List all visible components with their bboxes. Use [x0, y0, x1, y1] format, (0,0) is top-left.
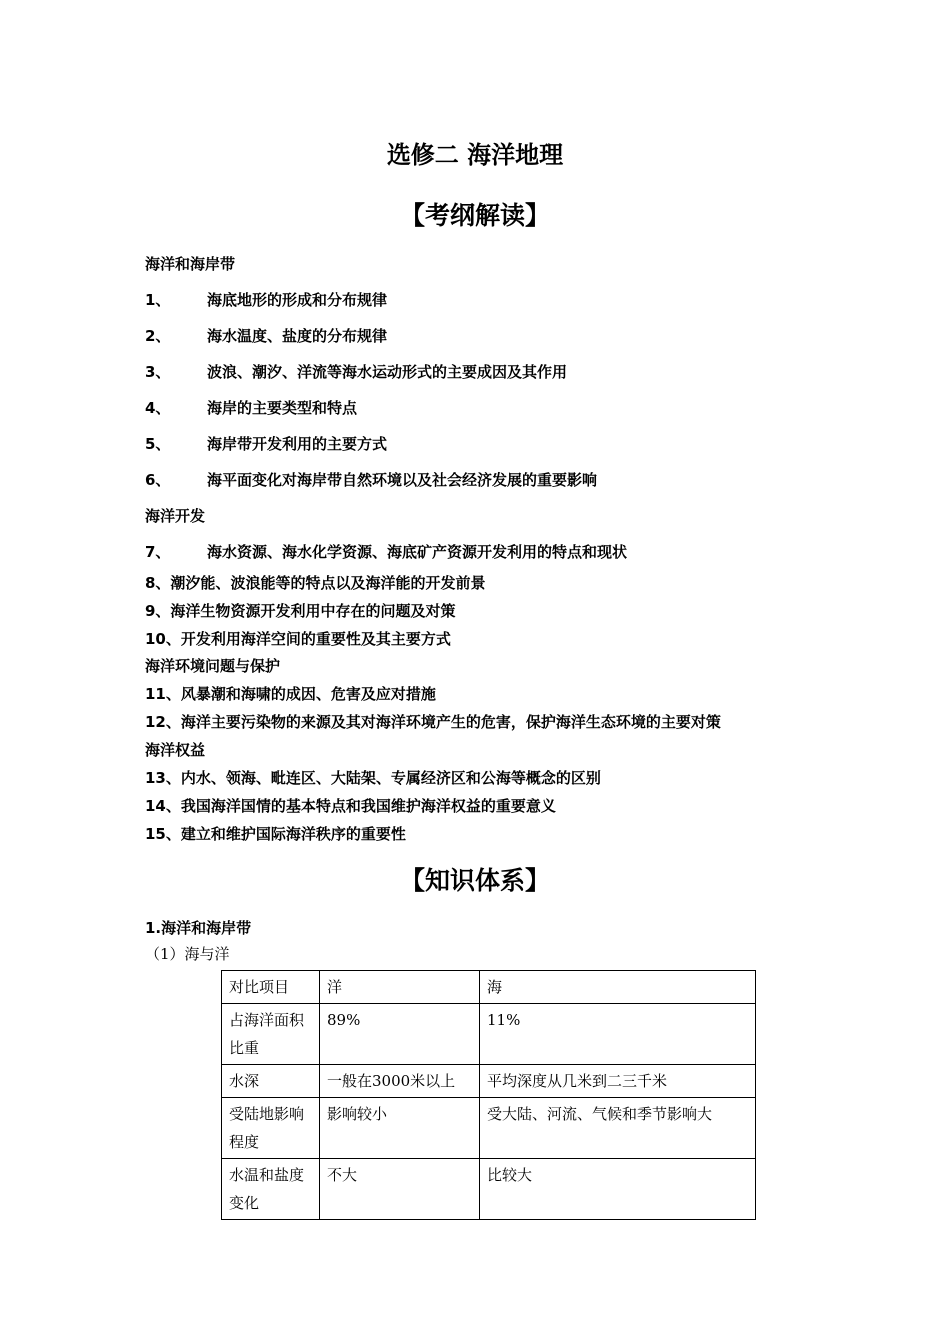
item-text: 波浪、潮汐、洋流等海水运动形式的主要成因及其作用	[207, 363, 568, 381]
table-cell: 11%	[480, 1004, 756, 1065]
table-cell: 受大陆、河流、气候和季节影响大	[480, 1098, 756, 1159]
table-header-cell: 对比项目	[222, 971, 320, 1004]
document-title: 选修二 海洋地理	[386, 141, 564, 169]
list-item: 11、风暴潮和海啸的成因、危害及应对措施	[145, 685, 436, 703]
item-text: 海岸的主要类型和特点	[207, 399, 358, 417]
item-text: 海底地形的形成和分布规律	[207, 291, 388, 309]
list-item	[145, 325, 387, 346]
list-item	[145, 289, 387, 310]
item-text: 海岸带开发利用的主要方式	[207, 435, 388, 453]
table-cell: 比较大	[480, 1159, 756, 1220]
table-row	[222, 1159, 756, 1220]
list-item	[145, 541, 627, 562]
table-row	[222, 1065, 756, 1098]
item-number: 1、	[145, 291, 171, 309]
table-header-cell: 洋	[320, 971, 480, 1004]
table-row	[222, 1098, 756, 1159]
list-item	[145, 433, 387, 454]
table-cell: 水深	[222, 1065, 320, 1098]
list-item	[145, 469, 597, 490]
list-item: 14、我国海洋国情的基本特点和我国维护海洋权益的重要意义	[145, 797, 556, 815]
table-cell: 89%	[320, 1004, 480, 1065]
item-text: 海水温度、盐度的分布规律	[207, 327, 388, 345]
table-cell: 占海洋面积比重	[222, 1004, 320, 1065]
section-heading-syllabus: 【考纲解读】	[399, 201, 550, 230]
table-cell: 影响较小	[320, 1098, 480, 1159]
table-row	[222, 1004, 756, 1065]
item-number: 2、	[145, 327, 171, 345]
item-number: 4、	[145, 399, 171, 417]
sea-ocean-comparison-table	[221, 970, 756, 1220]
list-item: 13、内水、领海、毗连区、大陆架、专属经济区和公海等概念的区别	[145, 769, 601, 787]
item-text: 海平面变化对海岸带自然环境以及社会经济发展的重要影响	[207, 471, 598, 489]
item-number: 3、	[145, 363, 171, 381]
section-heading-knowledge: 【知识体系】	[399, 866, 550, 895]
list-item: 9、海洋生物资源开发利用中存在的问题及对策	[145, 602, 456, 620]
group-heading-environment: 海洋环境问题与保护	[145, 657, 281, 675]
item-number: 6、	[145, 471, 171, 489]
group-heading-development: 海洋开发	[145, 507, 206, 525]
table-cell: 一般在3000米以上	[320, 1065, 480, 1098]
list-item: 12、海洋主要污染物的来源及其对海洋环境产生的危害，保护海洋生态环境的主要对策	[145, 713, 721, 731]
table-cell: 不大	[320, 1159, 480, 1220]
table-header-row	[222, 971, 756, 1004]
table-header-cell: 海	[480, 971, 756, 1004]
list-item: 8、潮汐能、波浪能等的特点以及海洋能的开发前景	[145, 574, 486, 592]
list-item: 15、建立和维护国际海洋秩序的重要性	[145, 825, 406, 843]
table-cell: 水温和盐度变化	[222, 1159, 320, 1220]
table-cell: 受陆地影响程度	[222, 1098, 320, 1159]
sub-subsection-heading: （1）海与洋	[145, 945, 230, 963]
item-text: 海水资源、海水化学资源、海底矿产资源开发利用的特点和现状	[207, 543, 628, 561]
group-heading-rights: 海洋权益	[145, 741, 206, 759]
group-heading-coast: 海洋和海岸带	[145, 255, 236, 273]
list-item: 10、开发利用海洋空间的重要性及其主要方式	[145, 630, 451, 648]
item-number: 5、	[145, 435, 171, 453]
list-item	[145, 397, 357, 418]
list-item	[145, 361, 567, 382]
table-cell: 平均深度从几米到二三千米	[480, 1065, 756, 1098]
subsection-heading: 1.海洋和海岸带	[145, 919, 252, 937]
item-number: 7、	[145, 543, 171, 561]
